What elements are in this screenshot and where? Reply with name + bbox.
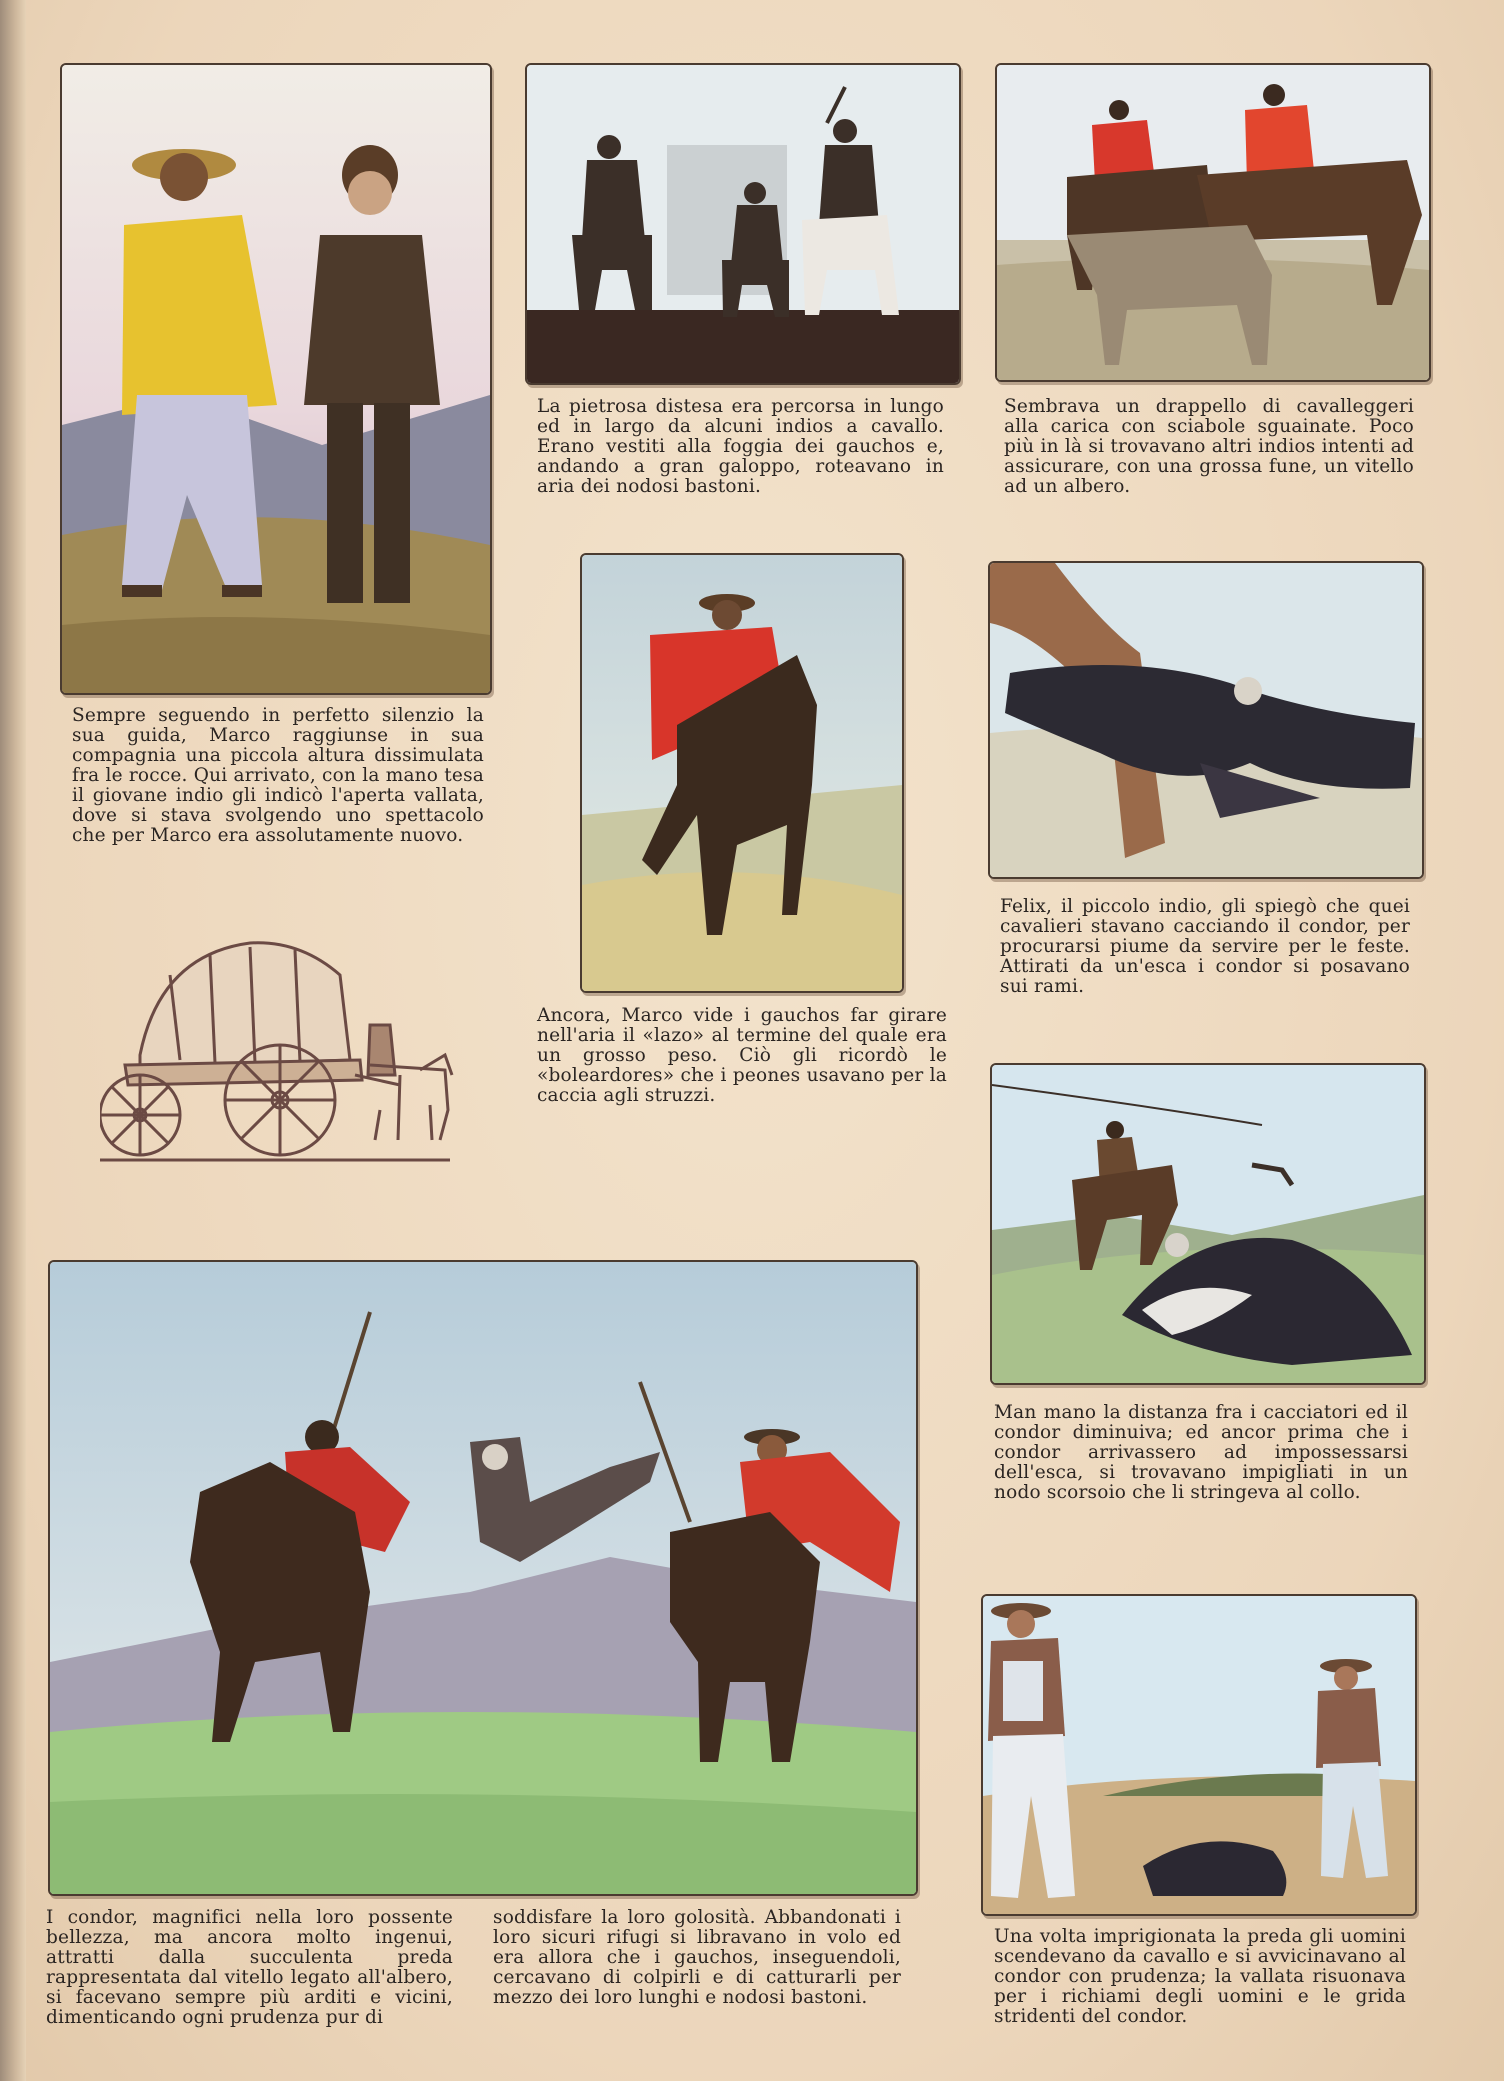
photo-riders-silhouette (525, 63, 961, 385)
photo-boys-on-hill (60, 63, 492, 695)
photo-condor-on-tree (988, 561, 1424, 879)
photo-condor-lasso (990, 1063, 1426, 1385)
book-spine-shadow (0, 0, 26, 2081)
caption-condors-left-column: I condor, magnifici nella loro possente bellezza, ma ancora molto ingenui, attratti dalla succulenta preda rappresentata dal vitello legato all'albero, si facevano sempre più arditi e vicini, dimenticando ogni prudenza pur di (46, 1907, 453, 2028)
caption-rider-lazo: Ancora, Marco vide i gauchos far girare nell'aria il «lazo» al termine del quale era un grosso peso. Ciò gli ricordò le «boleardores» che i peones usavano per la caccia agli struzzi. (537, 1005, 947, 1106)
photo-rider-red-poncho (580, 553, 904, 993)
caption-condors-right-column: soddisfare la loro golosità. Abbandonati i loro sicuri rifugi si libravano in volo ed era allora che i gauchos, inseguendoli, cercavano di colpirli e di catturarli per mezzo dei loro lunghi e nodosi bastoni. (493, 1907, 901, 2008)
caption-boys-on-hill: Sempre seguendo in perfetto silenzio la sua guida, Marco raggiunse in sua compagnia una piccola altura dissimulata fra le rocce. Qui arrivato, con la mano tesa il giovane indio gli indicò l'aperta vallata, dove si stava svolgendo uno spettacolo che per Marco era assolutamente nuovo. (72, 705, 484, 846)
photo-men-approaching-condor (981, 1594, 1417, 1916)
photo-riders-chasing-condor (48, 1260, 918, 1896)
caption-men-approaching: Una volta imprigionata la preda gli uomini scendevano da cavallo e si avvicinavano al condor con prudenza; la vallata risuonava per i richiami degli uomini e le grida stridenti del condor. (994, 1926, 1406, 2027)
caption-riders-silhouette: La pietrosa distesa era percorsa in lungo ed in largo da alcuni indios a cavallo. Erano vestiti alla foggia dei gauchos e, andando a gran galoppo, roteavano in aria dei nodosi bastoni. (537, 396, 944, 497)
caption-condor-hunt: Felix, il piccolo indio, gli spiegò che quei cavalieri stavano cacciando il condor, per procurarsi piume da servire per le feste. Attirati da un'esca i condor si posavano sui rami. (1000, 896, 1410, 997)
wagon-illustration (100, 935, 455, 1170)
caption-riders-with-calf: Sembrava un drappello di cavalleggeri alla carica con sciabole sguainate. Poco più in là si trovavano altri indios intenti ad assicurare, con una grossa fune, un vitello ad un albero. (1004, 396, 1414, 497)
caption-condor-snared: Man mano la distanza fra i cacciatori ed il condor diminuiva; ed ancor prima che i condor arrivassero ad impossessarsi dell'esca, si trovavano impigliati in un nodo scorsoio che li stringeva al collo. (994, 1402, 1408, 1503)
photo-riders-with-calf (995, 63, 1431, 382)
